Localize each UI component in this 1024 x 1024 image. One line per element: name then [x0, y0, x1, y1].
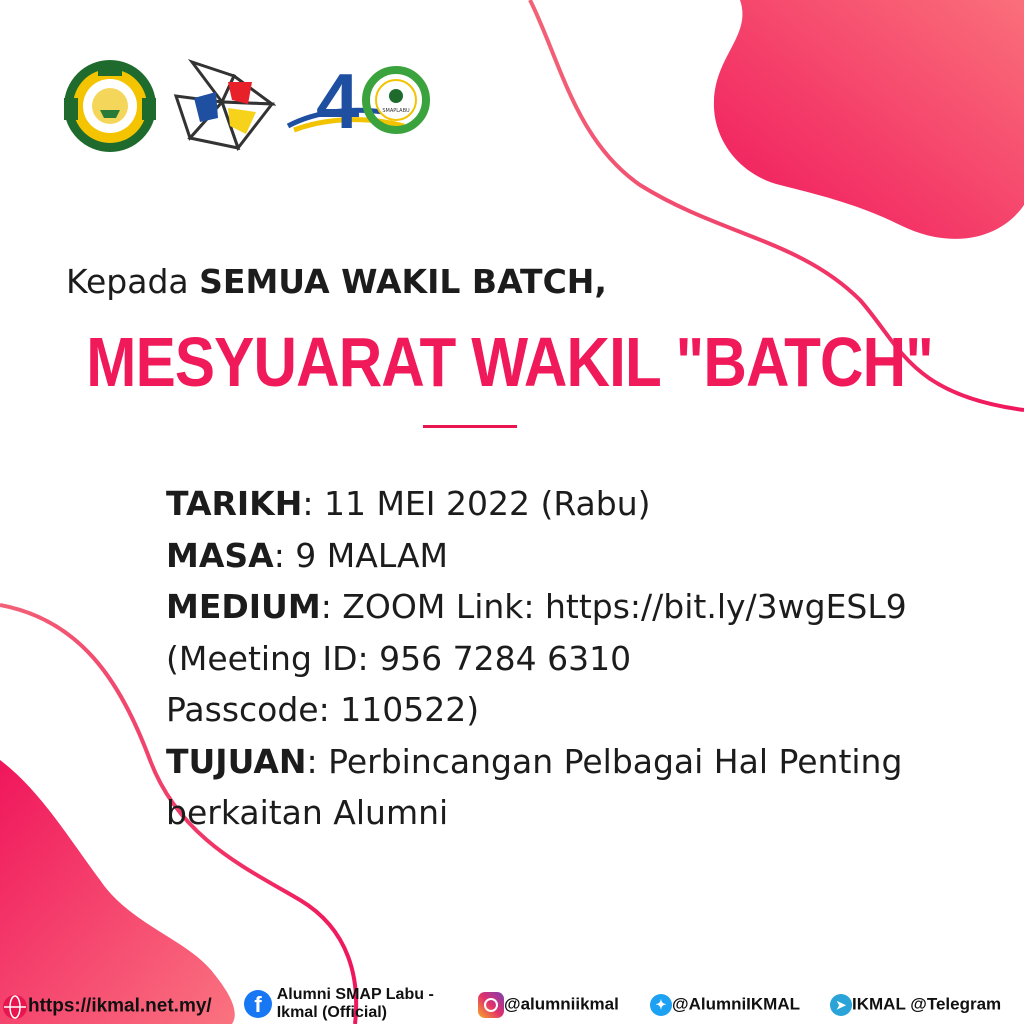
- meeting-id: (Meeting ID: 956 7284 6310: [166, 638, 632, 678]
- telegram-handle: IKMAL @Telegram: [852, 994, 1002, 1014]
- greeting-line: [66, 262, 607, 301]
- time-label: MASA: [166, 535, 274, 575]
- date-row: [166, 478, 966, 530]
- date-value: : 11 MEI 2022 (Rabu): [302, 484, 651, 523]
- passcode: Passcode: 110522): [166, 690, 480, 729]
- anniversary-40-logo: [286, 56, 446, 152]
- svg-text:4: 4: [316, 57, 360, 145]
- facebook-link[interactable]: [244, 986, 434, 1022]
- twitter-icon: ✦: [650, 994, 672, 1016]
- time-value: : 9 MALAM: [273, 535, 449, 575]
- time-row: [166, 530, 966, 582]
- facebook-line1: Alumni SMAP Labu -: [276, 986, 434, 1003]
- twitter-handle: @AlumniIKMAL: [672, 994, 801, 1014]
- purpose-continued: berkaitan Alumni: [166, 793, 449, 832]
- social-footer: [0, 980, 1024, 1024]
- medium-row: [166, 581, 966, 633]
- page-title: MESYUARAT WAKIL "BATCH": [86, 323, 933, 401]
- greeting-recipients: SEMUA WAKIL BATCH,: [199, 262, 607, 301]
- website-text: https://ikmal.net.my/: [28, 995, 212, 1017]
- instagram-link[interactable]: [478, 992, 619, 1018]
- title-underline: [423, 425, 517, 428]
- meeting-details: [166, 478, 966, 839]
- greeting-prefix: Kepada: [66, 262, 200, 301]
- medium-label: MEDIUM: [166, 587, 321, 626]
- anniversary-badge-text: SMAPLABU: [382, 108, 410, 114]
- instagram-icon: [478, 992, 504, 1018]
- star-emblem-logo: [172, 52, 276, 156]
- purpose-value: : Perbincangan Pelbagai Hal Penting: [306, 741, 903, 781]
- purpose-row: [166, 736, 966, 788]
- purpose-label: TUJUAN: [166, 741, 307, 781]
- logo-strip: [60, 52, 440, 156]
- instagram-handle: @alumniikmal: [504, 994, 619, 1014]
- telegram-link[interactable]: [830, 994, 1001, 1016]
- telegram-icon: ➤: [830, 994, 852, 1016]
- facebook-line2: Ikmal (Official): [276, 1004, 387, 1021]
- medium-value: : ZOOM Link: https://bit.ly/3wgESL9: [320, 587, 907, 626]
- school-crest-logo: [60, 58, 160, 154]
- facebook-icon: f: [244, 990, 272, 1018]
- top-right-blob: [714, 0, 1024, 239]
- date-label: TARIKH: [166, 484, 303, 523]
- globe-icon: [2, 994, 28, 1020]
- twitter-link[interactable]: [650, 994, 800, 1016]
- website-link[interactable]: [2, 994, 212, 1020]
